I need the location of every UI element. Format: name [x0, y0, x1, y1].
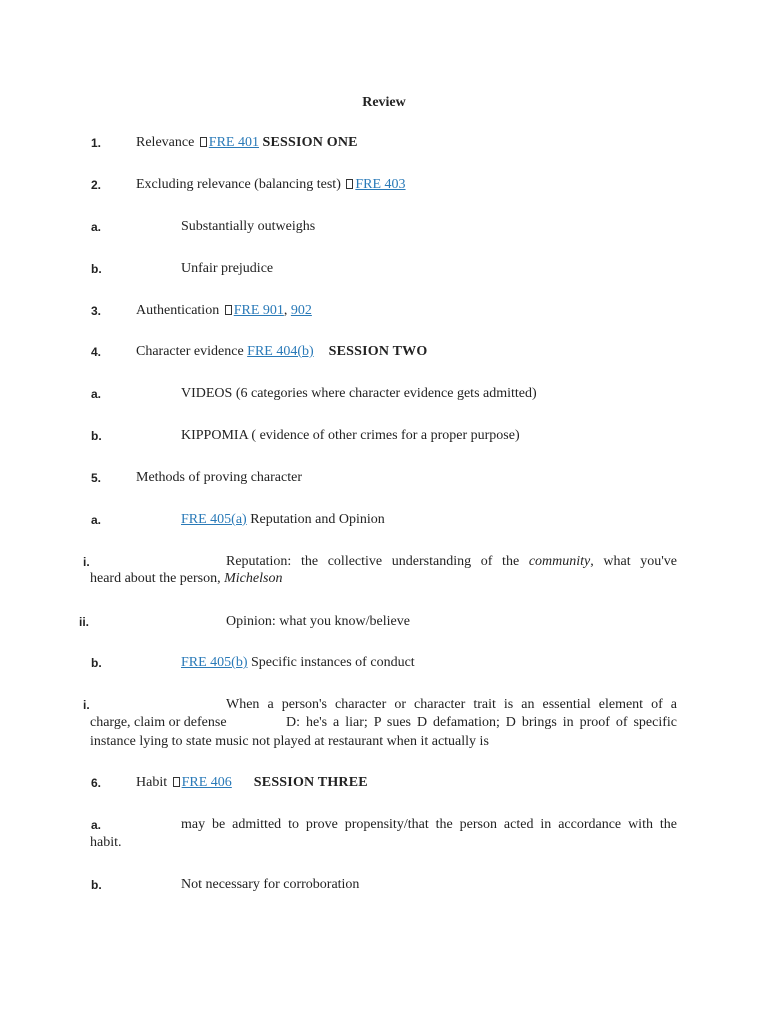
list-item-text: instance lying to state music not played at restaurant when it actually is	[90, 734, 489, 749]
item-text: Habit	[136, 775, 171, 790]
fre-405b-link[interactable]: FRE 405(b)	[181, 655, 248, 670]
session-label: SESSION TWO	[328, 344, 428, 359]
list-item-specific-instances	[181, 654, 415, 672]
list-number: 5.	[91, 471, 102, 485]
item-text: Authentication	[136, 303, 223, 318]
list-item-character-evidence	[136, 343, 427, 361]
list-number: 2.	[91, 178, 102, 192]
fre-901-link[interactable]: FRE 901	[233, 303, 284, 318]
item-italic: Michelson	[224, 571, 283, 586]
item-text: Relevance	[136, 135, 198, 150]
list-item-text: habit.	[90, 835, 122, 850]
list-item-text: When a person's character or character trait is an essential element of a	[226, 697, 677, 712]
fre-404b-link[interactable]: FRE 404(b)	[247, 344, 314, 359]
list-number: 3.	[91, 304, 102, 318]
list-letter: a.	[91, 387, 102, 401]
list-item-text: charge, claim or defense	[90, 715, 227, 730]
session-label: SESSION ONE	[262, 135, 358, 150]
list-letter: b.	[91, 429, 102, 443]
fre-403-link[interactable]: FRE 403	[355, 177, 406, 192]
list-item-reputation-opinion	[181, 511, 385, 529]
list-item-text: Substantially outweighs	[181, 219, 316, 234]
list-roman: i.	[83, 555, 90, 569]
page-title: Review	[362, 95, 406, 110]
list-roman: ii.	[79, 615, 90, 629]
list-item-text: Unfair prejudice	[181, 261, 274, 276]
item-text: , what you've	[590, 554, 677, 569]
fre-902-link[interactable]: 902	[290, 303, 312, 318]
item-text: Character evidence	[136, 344, 248, 359]
session-label: SESSION THREE	[253, 775, 368, 790]
list-item-text: Methods of proving character	[136, 470, 302, 485]
list-item-relevance	[136, 134, 358, 152]
list-item-text	[90, 570, 282, 588]
list-number: 4.	[91, 345, 102, 359]
item-text: Excluding relevance (balancing test)	[136, 177, 345, 192]
item-italic: community	[528, 554, 591, 569]
item-text: Reputation: the collective understanding of the	[226, 554, 529, 569]
list-roman: i.	[83, 698, 90, 712]
item-text: Specific instances of conduct	[247, 655, 415, 670]
list-item-habit	[136, 774, 368, 792]
list-item-text: may be admitted to prove propensity/that the person acted in accordance with the	[181, 817, 677, 832]
list-item-excluding-relevance	[136, 176, 406, 194]
list-number: 1.	[91, 136, 102, 150]
fre-401-link[interactable]: FRE 401	[208, 135, 259, 150]
list-letter: b.	[91, 878, 102, 892]
arrow-glyph-icon	[346, 179, 353, 189]
fre-406-link[interactable]: FRE 406	[181, 775, 232, 790]
item-text: heard about the person,	[90, 571, 225, 586]
arrow-glyph-icon	[173, 777, 180, 787]
list-item-text	[226, 553, 677, 571]
item-text: Reputation and Opinion	[246, 512, 385, 527]
list-number: 6.	[91, 776, 102, 790]
arrow-glyph-icon	[200, 137, 207, 147]
fre-405a-link[interactable]: FRE 405(a)	[181, 512, 247, 527]
list-letter: a.	[91, 220, 102, 234]
list-item-authentication	[136, 302, 312, 320]
list-item-text: D: he's a liar; P sues D defamation; D brings in proof of specific	[286, 715, 677, 730]
item-text: ,	[283, 303, 291, 318]
list-item-text: KIPPOMIA ( evidence of other crimes for a proper purpose)	[181, 428, 520, 443]
list-letter: a.	[91, 513, 102, 527]
list-item-text: VIDEOS (6 categories where character evidence gets admitted)	[181, 386, 537, 401]
arrow-glyph-icon	[225, 305, 232, 315]
list-letter: b.	[91, 262, 102, 276]
list-item-text: Opinion: what you know/believe	[226, 614, 410, 629]
list-letter: b.	[91, 656, 102, 670]
list-item-text: Not necessary for corroboration	[181, 877, 360, 892]
list-letter: a.	[91, 818, 102, 832]
